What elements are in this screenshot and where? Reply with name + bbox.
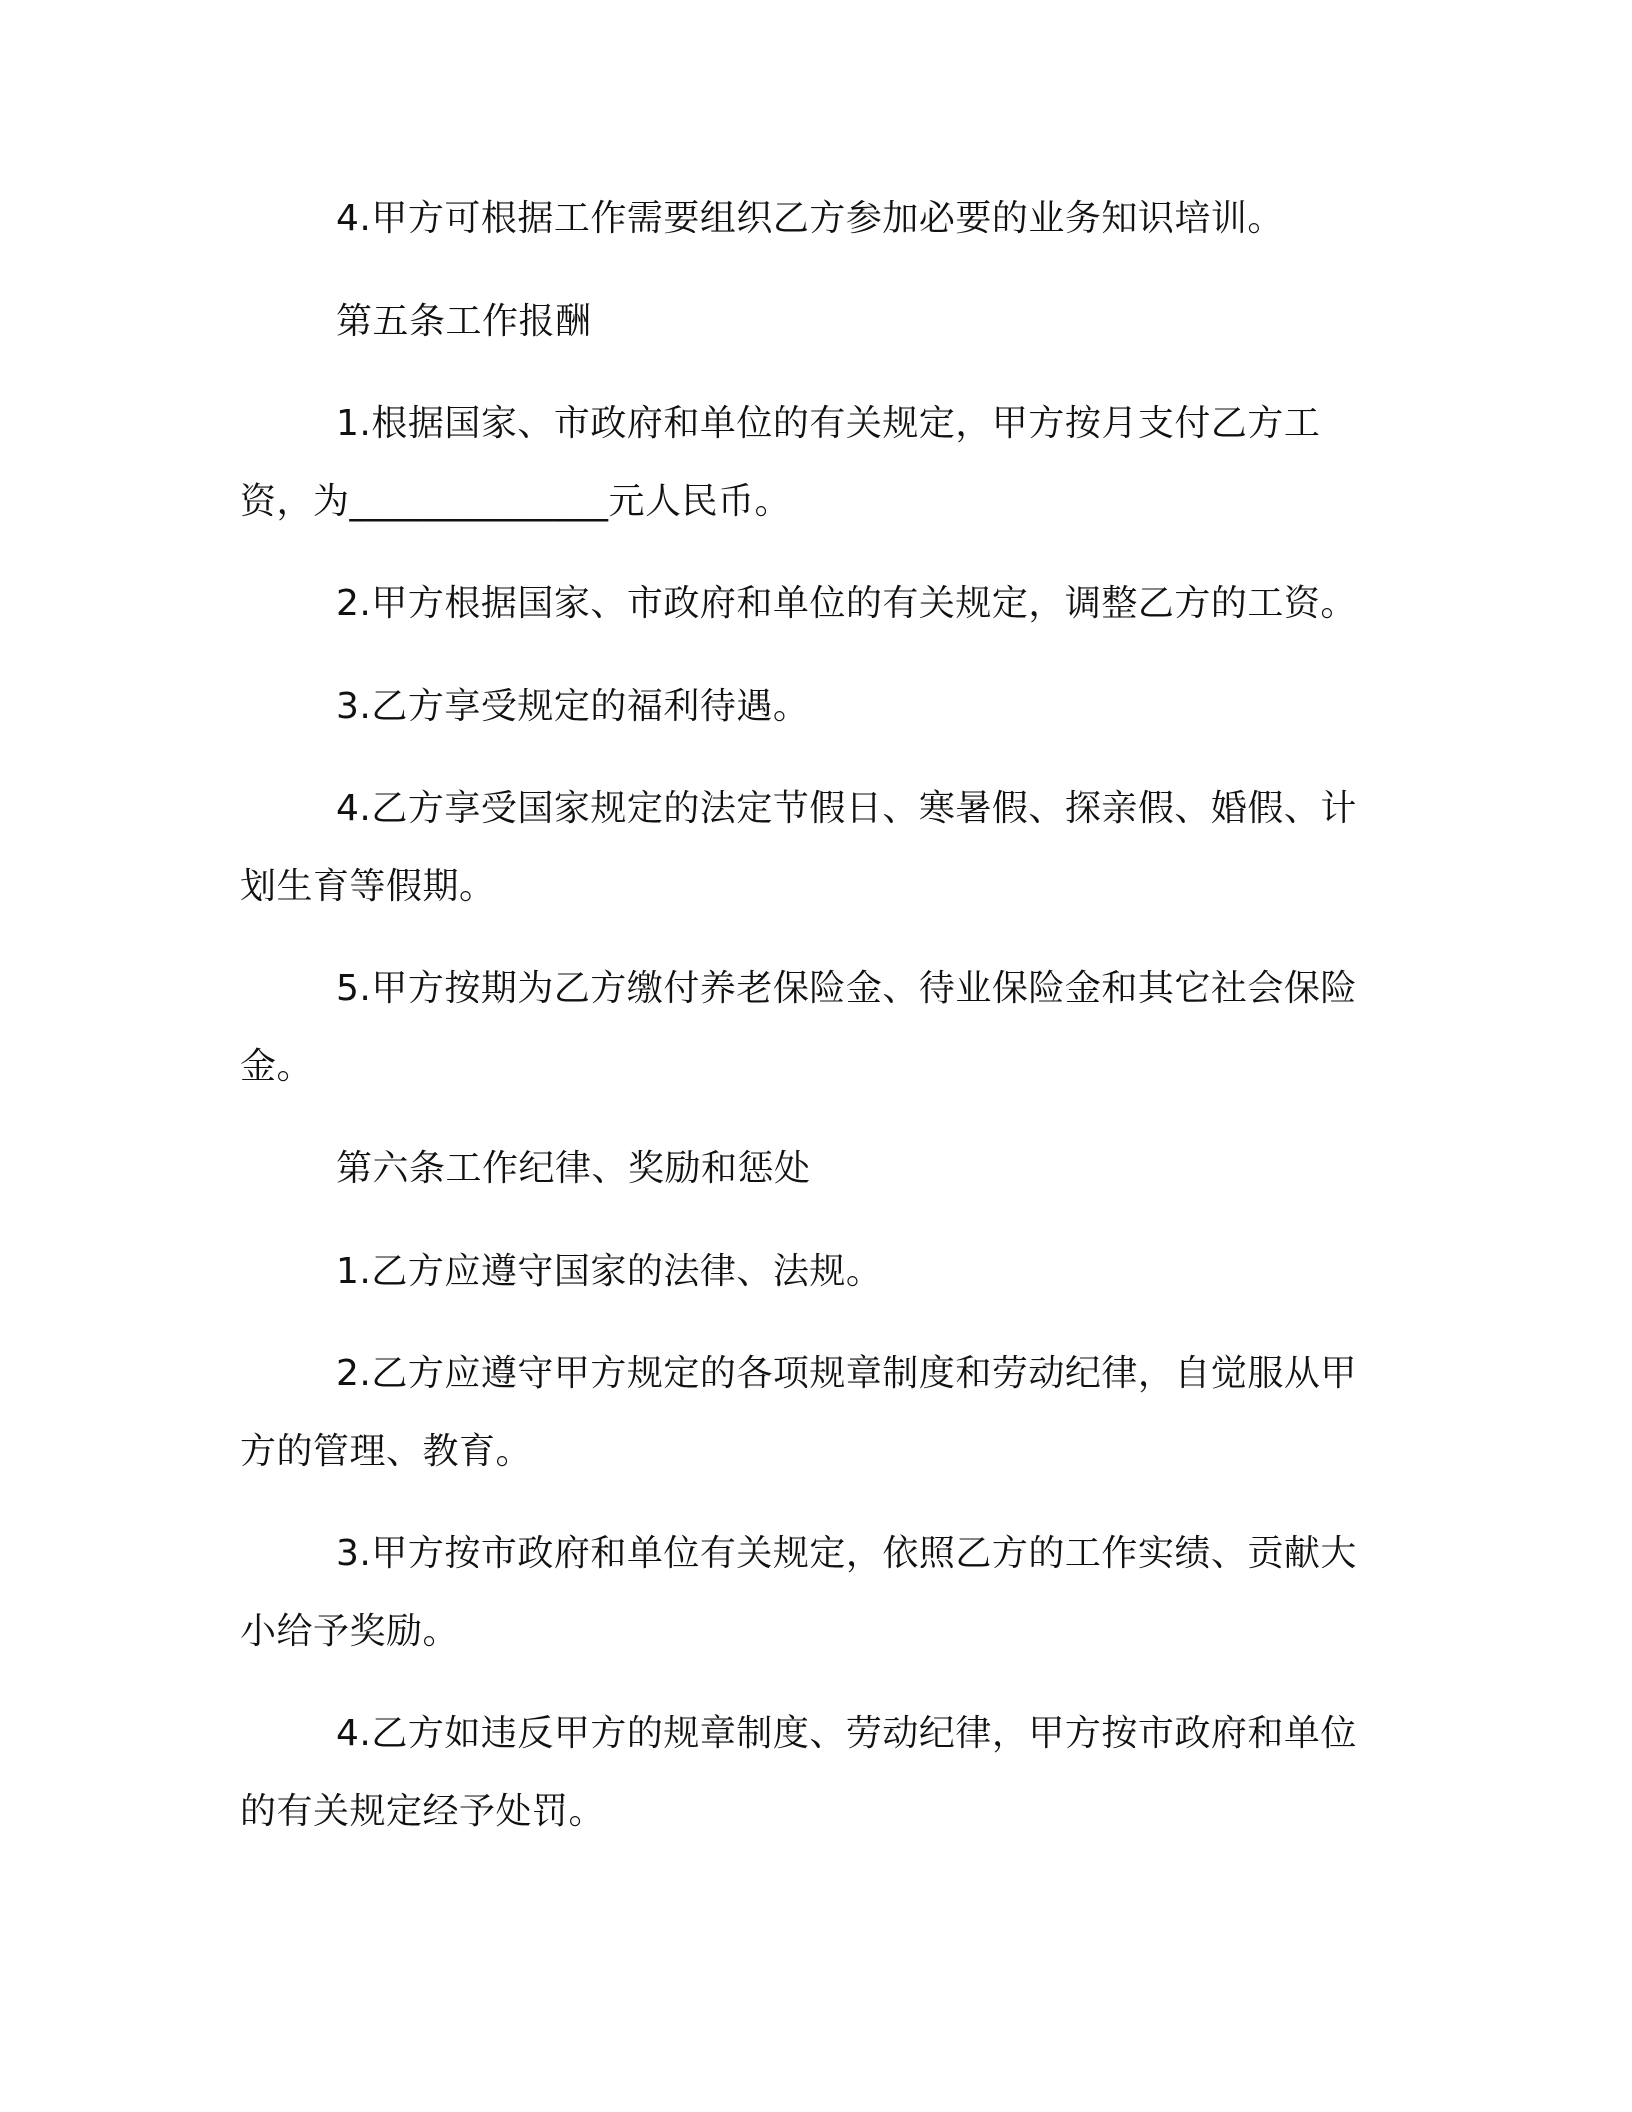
paragraph-law-compliance: 1.乙方应遵守国家的法律、法规。 — [336, 1251, 883, 1292]
paragraph-salary-payment: 1.根据国家、市政府和单位的有关规定，甲方按月支付乙方工资，为______________元人民币。 — [240, 403, 1321, 522]
paragraph-holidays: 4.乙方享受国家规定的法定节假日、寒暑假、探亲假、婚假、计划生育等假期。 — [240, 788, 1357, 907]
paragraph-rules-compliance: 2.乙方应遵守甲方规定的各项规章制度和劳动纪律，自觉服从甲方的管理、教育。 — [240, 1353, 1357, 1472]
paragraph-penalties: 4.乙方如违反甲方的规章制度、劳动纪律，甲方按市政府和单位的有关规定经予处罚。 — [240, 1713, 1357, 1832]
section-heading-article-5: 第五条工作报酬 — [336, 301, 592, 342]
paragraph-rewards: 3.甲方按市政府和单位有关规定，依照乙方的工作实绩、贡献大小给予奖励。 — [240, 1533, 1357, 1652]
section-heading-article-6: 第六条工作纪律、奖励和惩处 — [336, 1148, 811, 1189]
paragraph-welfare: 3.乙方享受规定的福利待遇。 — [336, 686, 810, 727]
paragraph-insurance: 5.甲方按期为乙方缴付养老保险金、待业保险金和其它社会保险金。 — [240, 968, 1357, 1087]
paragraph-salary-adjustment: 2.甲方根据国家、市政府和单位的有关规定，调整乙方的工资。 — [336, 583, 1357, 624]
paragraph-training: 4.甲方可根据工作需要组织乙方参加必要的业务知识培训。 — [336, 198, 1284, 239]
